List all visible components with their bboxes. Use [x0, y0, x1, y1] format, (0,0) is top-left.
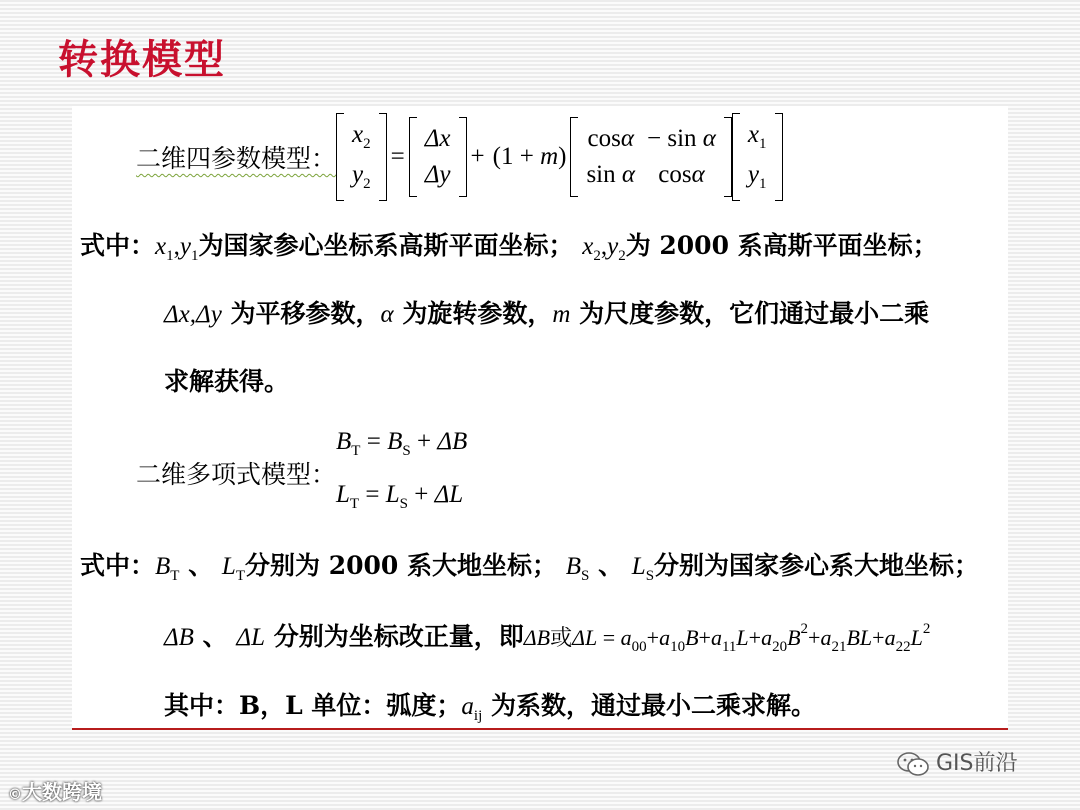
where-line-3: 求解获得。	[164, 367, 290, 396]
where-line-6: 其中：B，L 单位：弧度；$a_{ij}$ 为系数，通过最小二乘求解。	[164, 691, 816, 724]
four-param-model: 二维四参数模型： $x_2$ $y_2$ = Δx Δy + (1 + m) cosα − sin α sin α cosα $x_1$ $y_1$	[136, 112, 783, 202]
matrix-translation: Δx Δy	[409, 117, 467, 197]
poly-label: 二维多项式模型：	[136, 460, 337, 489]
equals-sign: =	[390, 143, 405, 170]
wechat-icon	[896, 750, 930, 778]
where-line-2: Δx,Δy 为平移参数，α 为旋转参数，m 为尺度参数，它们通过最小二乘	[164, 299, 930, 328]
watermark-left: ©大数跨境	[8, 780, 102, 804]
matrix-x1y1: $x_1$ $y_1$	[732, 113, 783, 201]
plus-sign: +	[470, 143, 485, 170]
where-line-4: 式中：$B_T$ 、 $L_T$分别为 2000 系大地坐标； $B_S$ 、 $L_S$分别为国家参心系大地坐标；	[80, 551, 980, 584]
watermark-right: GIS前沿	[896, 746, 1018, 778]
poly-model: 二维多项式模型： $B_T = B_S + \Delta B$ $L_T = L_S + \Delta L$	[136, 428, 468, 512]
where-line-5: ΔB 、 ΔL 分别为坐标改正量，即ΔB或$\Delta L = a_{00}+a_{10}B+a_{11}L+a_{20}B^2+a_{21}BL+a_{22}L^2$	[164, 621, 931, 655]
where-line-1: 式中：$x_1,y_1$为国家参心坐标系高斯平面坐标； $x_2,y_2$为 2000 系高斯平面坐标；	[80, 231, 938, 264]
logo-icon: ©	[8, 787, 22, 803]
matrix-x2y2: $x_2$ $y_2$	[336, 113, 387, 201]
four-param-label: 二维四参数模型：	[136, 144, 337, 173]
slide-title: 转换模型	[58, 37, 226, 83]
footer-rule	[72, 728, 1008, 730]
matrix-rotation: cosα − sin α sin α cosα	[570, 117, 731, 197]
